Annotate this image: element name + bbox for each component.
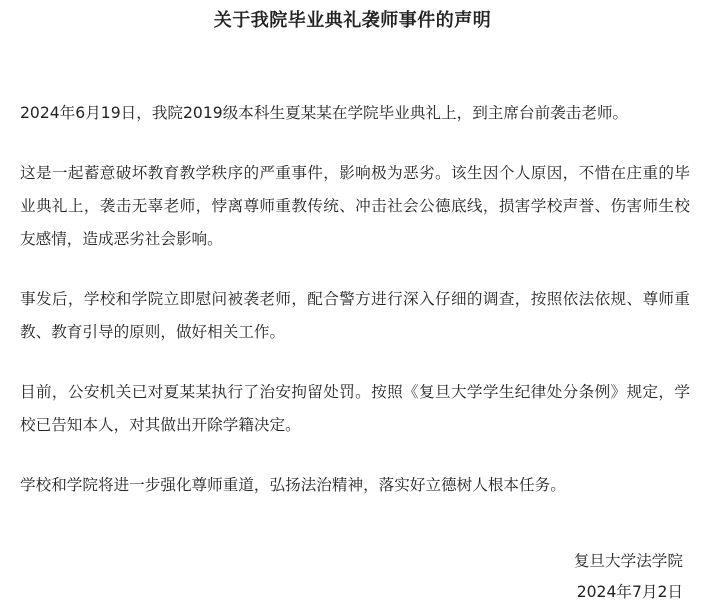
paragraph-disciplinary-action: 目前，公安机关已对夏某某执行了治安拘留处罚。按照《复旦大学学生纪律处分条例》规定，学校已告知本人，对其做出开除学籍决定。 xyxy=(20,383,690,434)
paragraph-incident: 2024年6月19日，我院2019级本科生夏某某在学院毕业典礼上，到主席台前袭击老师。 xyxy=(20,104,629,122)
statement-title: 关于我院毕业典礼袭师事件的声明 xyxy=(213,10,492,31)
signature-date: 2024年7月2日 xyxy=(576,583,683,601)
paragraph-commitment: 学校和学院将进一步强化尊师重道，弘扬法治精神，落实好立德树人根本任务。 xyxy=(20,476,566,494)
statement-body xyxy=(20,97,690,529)
paragraph-response: 事发后，学校和学院立即慰问被袭老师，配合警方进行深入仔细的调查，按照依法依规、尊师重教、教育引导的原则，做好相关工作。 xyxy=(20,290,690,341)
paragraph-assessment: 这是一起蓄意破坏教育教学秩序的严重事件，影响极为恶劣。该生因个人原因，不惜在庄重的毕业典礼上，袭击无辜老师，悖离尊师重教传统、冲击社会公德底线，损害学校声誉、伤害师生校友感情，造成恶劣社会影响。 xyxy=(20,164,690,248)
signature-organization: 复旦大学法学院 xyxy=(573,552,683,570)
